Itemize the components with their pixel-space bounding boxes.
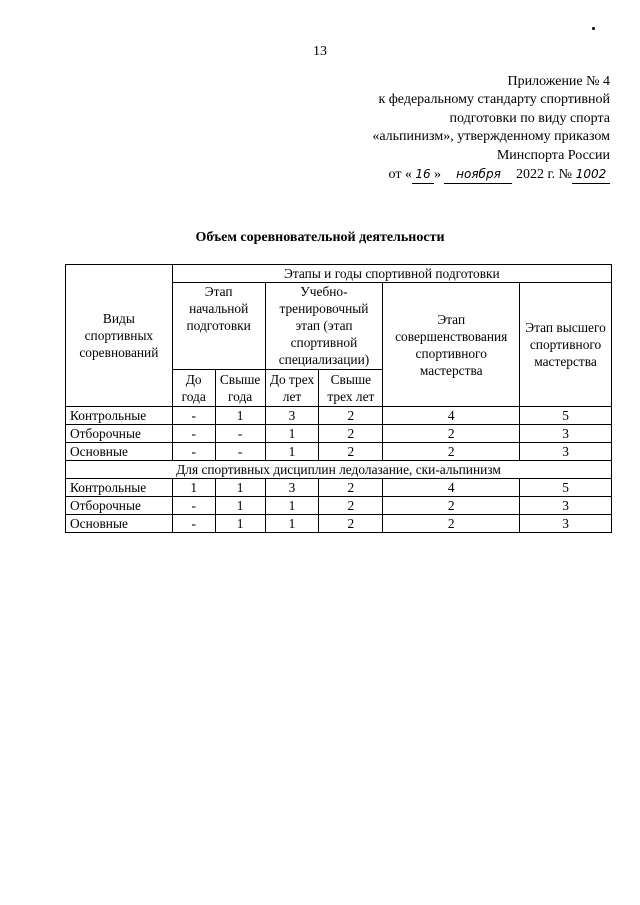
table-cell: 3 — [520, 425, 612, 443]
date-month: ноября — [444, 165, 512, 184]
row-label: Основные — [66, 515, 173, 533]
table-row — [66, 407, 612, 425]
date-year: 2022 г. № — [515, 167, 572, 183]
header-over-year: Свыше года — [215, 370, 265, 407]
table-cell: 2 — [319, 515, 383, 533]
table-cell: 2 — [383, 443, 520, 461]
header-stage-improvement: Этап совершенствования спортивного мастерства — [383, 283, 520, 407]
table-cell: - — [172, 443, 215, 461]
table-row — [66, 425, 612, 443]
table-cell: - — [172, 515, 215, 533]
row-label: Контрольные — [66, 479, 173, 497]
table-cell: 2 — [383, 425, 520, 443]
header-up-to-year: До года — [172, 370, 215, 407]
table-row — [66, 443, 612, 461]
header-up-to-three-years: До трех лет — [265, 370, 319, 407]
table-cell: 3 — [520, 443, 612, 461]
table-cell: 2 — [319, 479, 383, 497]
table-cell: 2 — [319, 407, 383, 425]
table-cell: 2 — [319, 425, 383, 443]
table-cell: 3 — [520, 497, 612, 515]
table-cell: 1 — [215, 479, 265, 497]
table-cell: 2 — [383, 497, 520, 515]
table-cell: - — [172, 425, 215, 443]
header-stage-training: Учебно-тренировочный этап (этап спортивной специализации) — [265, 283, 383, 370]
table-cell: 2 — [319, 497, 383, 515]
section-label: Для спортивных дисциплин ледолазание, ски-альпинизм — [66, 461, 612, 479]
row-label: Отборочные — [66, 497, 173, 515]
table-cell: - — [172, 497, 215, 515]
appendix-line-4: «альпинизм», утвержденному приказом — [372, 129, 610, 145]
table-row — [66, 479, 612, 497]
table-row — [66, 515, 612, 533]
section-row — [66, 461, 612, 479]
header-stage-higher: Этап высшего спортивного мастерства — [520, 283, 612, 407]
header-over-three-years: Свыше трех лет — [319, 370, 383, 407]
table-cell: - — [172, 407, 215, 425]
row-label: Отборочные — [66, 425, 173, 443]
table-cell: 2 — [319, 443, 383, 461]
corner-dot — [592, 27, 595, 30]
table-cell: - — [215, 443, 265, 461]
table-cell: 2 — [383, 515, 520, 533]
table-cell: - — [215, 425, 265, 443]
row-label: Основные — [66, 443, 173, 461]
appendix-header — [310, 73, 610, 184]
table-cell: 1 — [172, 479, 215, 497]
order-number: 1002 — [572, 165, 610, 184]
table-cell: 5 — [520, 407, 612, 425]
appendix-line-1: Приложение № 4 — [507, 74, 610, 89]
order-date-line — [310, 165, 610, 184]
header-stages-and-years: Этапы и годы спортивной подготовки — [172, 265, 611, 283]
table-cell: 5 — [520, 479, 612, 497]
table-cell: 3 — [520, 515, 612, 533]
table-cell: 3 — [265, 407, 319, 425]
table-cell: 1 — [265, 497, 319, 515]
table-cell: 1 — [265, 425, 319, 443]
date-prefix: от « — [388, 167, 412, 183]
table-cell: 4 — [383, 479, 520, 497]
appendix-line-3: подготовки по виду спорта — [449, 110, 610, 126]
competition-volume-table — [65, 264, 612, 533]
document-title: Объем соревновательной деятельности — [195, 230, 445, 245]
date-mid: » — [433, 167, 441, 183]
header-competition-types: Виды спортивных соревнований — [66, 265, 173, 407]
table-cell: 3 — [265, 479, 319, 497]
table-cell: 1 — [265, 443, 319, 461]
table-cell: 1 — [215, 515, 265, 533]
row-label: Контрольные — [66, 407, 173, 425]
table-cell: 1 — [215, 407, 265, 425]
table-cell: 4 — [383, 407, 520, 425]
appendix-line-2: к федеральному стандарту спортивной — [378, 92, 610, 108]
header-stage-initial: Этап начальной подготовки — [172, 283, 265, 370]
page-number: 13 — [313, 44, 327, 59]
table-cell: 1 — [265, 515, 319, 533]
appendix-line-5: Минспорта России — [496, 147, 610, 163]
table-row — [66, 497, 612, 515]
table-cell: 1 — [215, 497, 265, 515]
date-day: 16 — [412, 165, 434, 184]
